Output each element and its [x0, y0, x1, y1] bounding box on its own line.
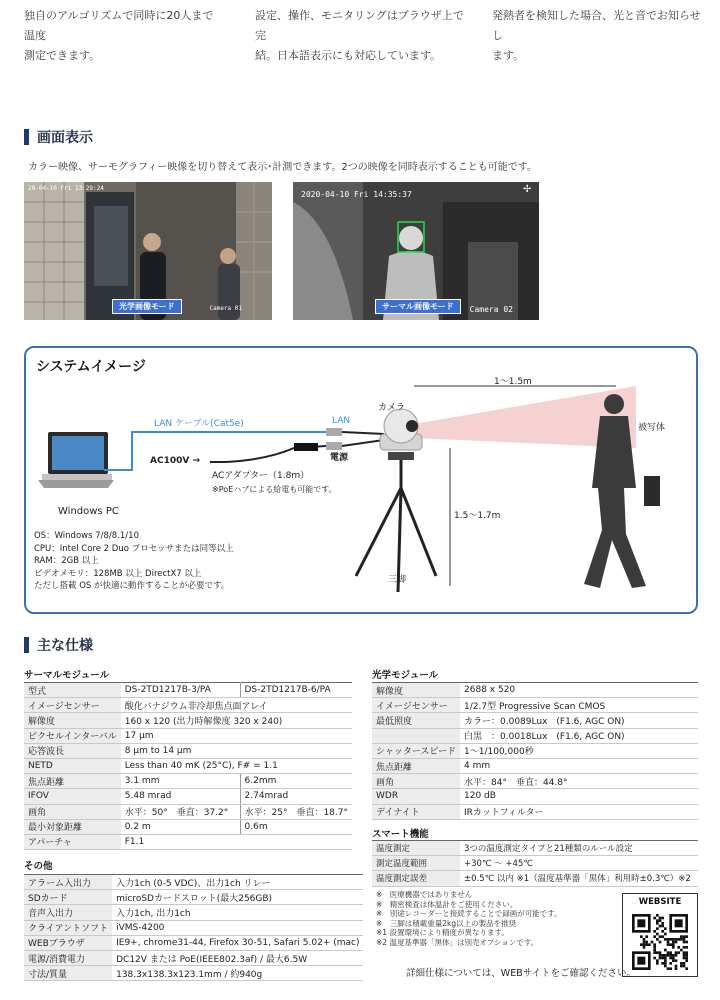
spec-row: [24, 789, 352, 804]
spec-value: 4 mm: [460, 758, 698, 773]
ac-adapter-icon: [294, 443, 318, 451]
spec-key: クライアントソフト: [24, 920, 112, 935]
lan-cable-label: LAN ケーブル(Cat5e): [154, 419, 244, 429]
spec-key: 温度測定: [372, 841, 460, 856]
spec-row: [24, 774, 352, 789]
note-item: ※2 温度基準器「黒体」は別売オプションです。: [376, 937, 539, 947]
other-title: その他: [24, 861, 53, 872]
title-bar: [24, 129, 29, 145]
spec-value: 5.48 mrad: [121, 789, 240, 804]
spec-row: [372, 789, 698, 804]
spec-row: [372, 774, 698, 789]
spec-value: 3.1 mm: [121, 774, 240, 789]
laptop-icon: [38, 432, 114, 488]
spec-row: [372, 871, 698, 886]
smart-spec-table: [372, 840, 698, 887]
intro-text-1: 独自のアルゴリズムで同時に20人まで温度 測定できます。: [24, 9, 214, 62]
spec-value: IE9+, chrome31-44, Firefox 30-51, Safari 5.02+ (mac): [112, 935, 363, 950]
spec-key: 寸法/質量: [24, 966, 112, 981]
ac100v-label: AC100V →: [150, 456, 201, 466]
spec-key: シャッタースピード: [372, 743, 460, 758]
footer-note: 詳細仕様については、WEBサイトをご確認ください。: [406, 968, 637, 979]
note-item: ※ 別途レコーダーと接続することで録画が可能です。: [376, 909, 562, 919]
spec-row: [372, 743, 698, 758]
spec-row: [372, 804, 698, 819]
spec-value: ±0.5℃ 以内 ※1（温度基準器「黒体」利用時±0.3℃）※2: [460, 871, 698, 886]
spec-key: アパーチャ: [24, 834, 121, 849]
spec-row: [372, 698, 698, 713]
spec-key: NETD: [24, 758, 121, 773]
spec-row: [24, 950, 363, 965]
system-image-box: [24, 346, 698, 614]
spec-row: [372, 758, 698, 773]
spec-value: 17 μm: [121, 728, 352, 743]
spec-value: 入力1ch, 出力1ch: [112, 905, 363, 920]
specs-title-text: 主な仕様: [37, 638, 93, 654]
intro-text-2: 設定、操作、モニタリングはブラウザ上で完 結。日本語表示にも対応しています。: [255, 9, 464, 62]
note-item: ※1 設置環境により精度が異なります。: [376, 928, 509, 938]
spec-row: [372, 841, 698, 856]
spec-row: [372, 728, 698, 743]
spec-key: 画角: [24, 804, 121, 819]
optical-mode-tag: 光学画像モード: [112, 299, 182, 314]
spec-value: 160 x 120 (出力時解像度 320 x 240): [121, 713, 352, 728]
spec-value-alt: 水平：25° 垂直：18.7°: [240, 804, 352, 819]
spec-value: 水平：50° 垂直：37.2°: [121, 804, 240, 819]
spec-value: 3つの温度測定タイプと21種類のルール設定: [460, 841, 698, 856]
ac-adapter-label: ACアダプター（1.8m）: [212, 471, 310, 481]
lan-cable-line: [104, 432, 326, 470]
lan-label: LAN: [332, 416, 351, 426]
spec-row: [24, 713, 352, 728]
spec-value: DC12V または PoE(IEEE802.3af) / 最大6.5W: [112, 950, 363, 965]
camera-label: カメラ: [378, 403, 406, 413]
spec-row: [24, 875, 363, 890]
spec-row: [24, 743, 352, 758]
spec-value-alt: 0.6m: [240, 819, 352, 834]
connector-icon: [326, 428, 342, 436]
spec-value: +30℃ ～ +45℃: [460, 856, 698, 871]
spec-row: [24, 890, 363, 905]
power-label: 電源: [330, 453, 349, 463]
spec-row: [24, 804, 352, 819]
optical-module-title: 光学モジュール: [372, 670, 439, 681]
spec-row: [24, 819, 352, 834]
spec-value-alt: DS-2TD1217B-6/PA: [240, 683, 352, 698]
spec-key: ピクセルインターバル: [24, 728, 121, 743]
spec-key: WEBブラウザ: [24, 935, 112, 950]
pc-specs: [34, 530, 234, 593]
spec-key: SDカード: [24, 890, 112, 905]
spec-row: [24, 905, 363, 920]
spec-value: 120 dB: [460, 789, 698, 804]
note-item: ※ 三脚は積載重量2kg以上の製品を推奨: [376, 918, 517, 928]
thermal-spec-table: [24, 682, 352, 850]
spec-value: F1.1: [121, 834, 352, 849]
optical-image: [24, 182, 272, 320]
specs-section-title: [24, 636, 93, 654]
spec-value: 白黒 ：0.0018Lux (F1.6, AGC ON): [460, 728, 698, 743]
spec-key: 画角: [372, 774, 460, 789]
optical-timestamp: 20-04-10 Fri 13:29:24: [28, 185, 104, 192]
spec-value: microSDカードスロット(最大256GB): [112, 890, 363, 905]
spec-key: イメージセンサー: [24, 698, 121, 713]
display-description: カラー映像、サーモグラフィー映像を切り替えて表示･計測できます。2つの映像を同時表示することも可能です。: [28, 162, 537, 173]
spec-value: 入力1ch (0-5 VDC)、出力1ch リレー: [112, 875, 363, 890]
spec-key: 電源/消費電力: [24, 950, 112, 965]
pc-spec-cpu: CPU：Intel Core 2 Duo プロセッサまたは同等以上: [34, 543, 234, 554]
title-bar: [24, 637, 29, 653]
optical-camera-label: Camera 01: [209, 305, 242, 312]
smart-function-title: スマート機能: [372, 829, 429, 840]
notes: [376, 890, 562, 948]
tripod-head: [388, 452, 414, 460]
spec-value-alt: 6.2mm: [240, 774, 352, 789]
system-title: システムイメージ: [36, 359, 146, 375]
spec-row: [24, 966, 363, 981]
website-label: WEBSITE: [638, 897, 682, 907]
thermal-timestamp: 2020-04-10 Fri 14:35:37: [301, 190, 412, 199]
pc-spec-video: ビデオメモリ：128MB 以上 DirectX7 以上: [34, 568, 202, 579]
spec-value: 8 μm to 14 μm: [121, 743, 352, 758]
thermal-image: [293, 182, 539, 320]
spec-key: 解像度: [372, 683, 460, 698]
spec-row: [24, 834, 352, 849]
spec-key: 焦点距離: [372, 758, 460, 773]
spec-value: 水平：84° 垂直：44.8°: [460, 774, 698, 789]
spec-key: 最小対象距離: [24, 819, 121, 834]
spec-key: 焦点距離: [24, 774, 121, 789]
spec-row: [24, 758, 352, 773]
spec-value-alt: 2.74mrad: [240, 789, 352, 804]
distance-label: 1～1.5m: [494, 377, 532, 387]
spec-row: [372, 713, 698, 728]
spec-key: 音声入出力: [24, 905, 112, 920]
spec-row: [24, 935, 363, 950]
spec-row: [24, 728, 352, 743]
spec-value: 1～1/100,000秒: [460, 743, 698, 758]
thermal-module-title: サーマルモジュール: [24, 670, 110, 681]
spec-key: 型式: [24, 683, 121, 698]
display-title-text: 画面表示: [37, 130, 93, 146]
optical-spec-table: [372, 682, 698, 820]
spec-key: 応答波長: [24, 743, 121, 758]
spec-value: 138.3x138.3x123.1mm / 約940g: [112, 966, 363, 981]
spec-key: [372, 728, 460, 743]
spec-key: WDR: [372, 789, 460, 804]
spec-value: iVMS-4200: [112, 920, 363, 935]
spec-key: 温度測定誤差: [372, 871, 460, 886]
spec-row: [372, 856, 698, 871]
pc-spec-note: ただし搭載 OS が快適に動作することが必要です。: [34, 581, 230, 591]
camera-icon: [380, 409, 422, 450]
spec-value: 1/2.7型 Progressive Scan CMOS: [460, 698, 698, 713]
thermal-camera-label: Camera 02: [469, 305, 513, 314]
spec-row: [24, 683, 352, 698]
spec-value: Less than 40 mK (25°C), F# = 1.1: [121, 758, 352, 773]
tripod-icon: [356, 452, 436, 592]
tripod-label: 三脚: [388, 575, 407, 585]
spec-row: [24, 698, 352, 713]
note-item: ※ 医療機器ではありません: [376, 890, 473, 899]
thermal-mode-tag: サーマル画像モード: [375, 299, 461, 314]
spec-key: アラーム入出力: [24, 875, 112, 890]
pc-title: Windows PC: [58, 506, 119, 517]
qr-code-icon[interactable]: [632, 914, 688, 970]
pc-spec-os: OS：Windows 7/8/8.1/10: [34, 531, 139, 541]
thermal-icon: ✢: [523, 184, 532, 195]
spec-value: IRカットフィルター: [460, 804, 698, 819]
spec-row: [372, 683, 698, 698]
spec-key: IFOV: [24, 789, 121, 804]
spec-key: デイナイト: [372, 804, 460, 819]
spec-key: 最低照度: [372, 713, 460, 728]
other-spec-table: [24, 874, 363, 981]
spec-value: 酸化バナジウム非冷却焦点面アレイ: [121, 698, 352, 713]
pc-spec-ram: RAM：2GB 以上: [34, 556, 99, 566]
spec-key: 測定温度範囲: [372, 856, 460, 871]
spec-row: [24, 920, 363, 935]
spec-value: カラー：0.0089Lux (F1.6, AGC ON): [460, 713, 698, 728]
spec-value: DS-2TD1217B-3/PA: [121, 683, 240, 698]
spec-key: イメージセンサー: [372, 698, 460, 713]
subject-label: 被写体: [638, 423, 666, 433]
spec-value: 2688 x 520: [460, 683, 698, 698]
display-section-title: [24, 128, 93, 146]
spec-value: 0.2 m: [121, 819, 240, 834]
spec-key: 解像度: [24, 713, 121, 728]
power-connector-icon: [326, 442, 342, 450]
intro-text-3: 発熱者を検知した場合、光と音でお知らせし ます。: [492, 9, 701, 62]
note-item: ※ 精密検査は体温計をご使用ください。: [376, 899, 518, 909]
height-label: 1.5～1.7m: [454, 511, 501, 521]
poe-note: ※PoEハブによる給電も可能です。: [212, 485, 337, 494]
